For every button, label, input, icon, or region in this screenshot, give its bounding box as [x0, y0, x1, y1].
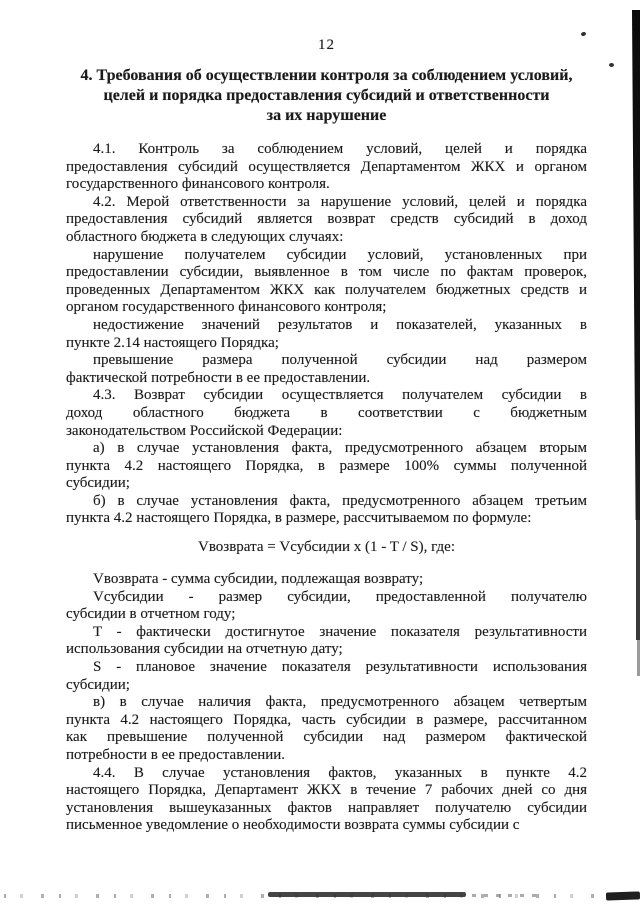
paragraph [66, 571, 587, 589]
page-content [66, 36, 587, 835]
paragraph [66, 659, 587, 694]
paragraph-line: превышение размера полученной субсидии над размером [93, 352, 587, 369]
paragraph-line: недостижение значений результатов и показателей, указанных в [93, 316, 587, 333]
paragraph [66, 317, 587, 352]
scan-noise-dark-segment [268, 892, 466, 897]
paragraph [66, 589, 587, 624]
scan-speck-icon [609, 63, 614, 67]
document-heading [66, 66, 587, 126]
paragraph [66, 765, 587, 835]
paragraph-line: Vсубсидии - размер субсидии, предоставленной получателю [93, 588, 587, 605]
paragraph-line: нарушение получателем субсидии условий, установленных при [93, 246, 587, 263]
paragraph-line: пункта 4.2 настоящего Порядка, в размере 100% суммы полученной [66, 457, 587, 474]
paragraph-line: б) в случае установления факта, предусмотренного абзацем третьим [93, 492, 587, 509]
page-number: 12 [318, 37, 335, 53]
formula-line: Vвозврата = Vсубсидии x (1 - T / S), где: [197, 539, 456, 556]
paragraph-line: как превышение полученной субсидии над размером фактической [66, 729, 587, 746]
scan-noise-corner-blob [606, 891, 640, 900]
paragraph [66, 352, 587, 387]
paragraph-line: органом государственного финансового контроля; [66, 299, 387, 316]
paragraph-line: пункта 4.2 настоящего Порядка, часть субсидии в размере, рассчитанном [66, 711, 587, 728]
paragraph [66, 493, 587, 528]
paragraph-line: S - плановое значение показателя результативности использования [93, 659, 587, 676]
paragraph [66, 624, 587, 659]
paragraph-line: государственного финансового контроля. [66, 176, 330, 193]
paragraph-line: 4.2. Мерой ответственности за нарушение условий, целей и порядка [93, 193, 587, 210]
paragraph-line: потребности в ее предоставлении. [66, 747, 286, 763]
document-body [66, 141, 587, 835]
paragraph-line: 4.4. В случае установления фактов, указанных в пункте 4.2 [93, 764, 587, 781]
paragraph-line: фактической потребности в ее предоставлении. [66, 369, 371, 386]
paragraph-line: в) в случае наличия факта, предусмотренного абзацем четвертым [93, 694, 587, 711]
scan-edge-bar-top [632, 10, 640, 520]
paragraph-line: предоставления субсидий осуществляется Департаментом ЖКХ и органом [66, 158, 587, 175]
scan-noise-mid-segment [472, 894, 542, 897]
paragraph-line: 4.3. Возврат субсидии осуществляется получателем субсидии в [93, 387, 587, 404]
paragraph-line: Vвозврата - сумма субсидии, подлежащая возврату; [93, 571, 424, 588]
paragraph-line: субсидии; [66, 676, 130, 693]
heading-line: 4. Требования об осуществлении контроля за соблюдением условий, [80, 67, 573, 84]
scan-edge-bar-mid [636, 520, 640, 640]
paragraph-line: областного бюджета в следующих случаях: [66, 228, 344, 245]
paragraph [66, 141, 587, 194]
paragraph [66, 247, 587, 317]
paragraph-line: 4.1. Контроль за соблюдением условий, целей и порядка [93, 141, 587, 157]
paragraph-line: предоставления субсидий является возврат средств субсидий в доход [66, 211, 587, 228]
paragraph-line: доход областного бюджета в соответствии с бюджетным [66, 404, 587, 421]
paragraph-line: письменное уведомление о необходимости возврата суммы субсидии с [66, 817, 520, 834]
paragraph-line: а) в случае установления факта, предусмотренного абзацем вторым [93, 440, 587, 457]
paragraph-line: субсидии; [66, 475, 130, 492]
paragraph-line: установления вышеуказанных фактов направляет получателю субсидии [66, 799, 587, 816]
paragraph [66, 387, 587, 440]
paragraph-line: пункте 2.14 настоящего Порядка; [66, 334, 279, 351]
paragraph-line: настоящего Порядка, Департамент ЖКХ в течение 7 рабочих дней со дня [66, 782, 587, 799]
paragraph [66, 694, 587, 764]
paragraph-line: законодательством Российской Федерации: [66, 422, 343, 439]
paragraph-line: пункта 4.2 настоящего Порядка, в размере, рассчитываемом по формуле: [66, 510, 532, 527]
heading-line: за их нарушение [266, 107, 387, 124]
paragraph-line: предоставлении субсидии, выявленное в том числе по фактам проверок, [66, 264, 587, 281]
heading-line: целей и порядка предоставления субсидий и ответственности [103, 87, 550, 104]
paragraph [66, 440, 587, 493]
paragraph [66, 194, 587, 247]
paragraph-line: проведенных Департаментом ЖКХ как получателем бюджетных средств и [66, 281, 587, 298]
paragraph-line: субсидии в отчетном году; [66, 606, 236, 623]
paragraph-line: T - фактически достигнутое значение показателя результативности [93, 623, 587, 640]
paragraph-line: использования субсидии на отчетную дату; [66, 641, 343, 658]
